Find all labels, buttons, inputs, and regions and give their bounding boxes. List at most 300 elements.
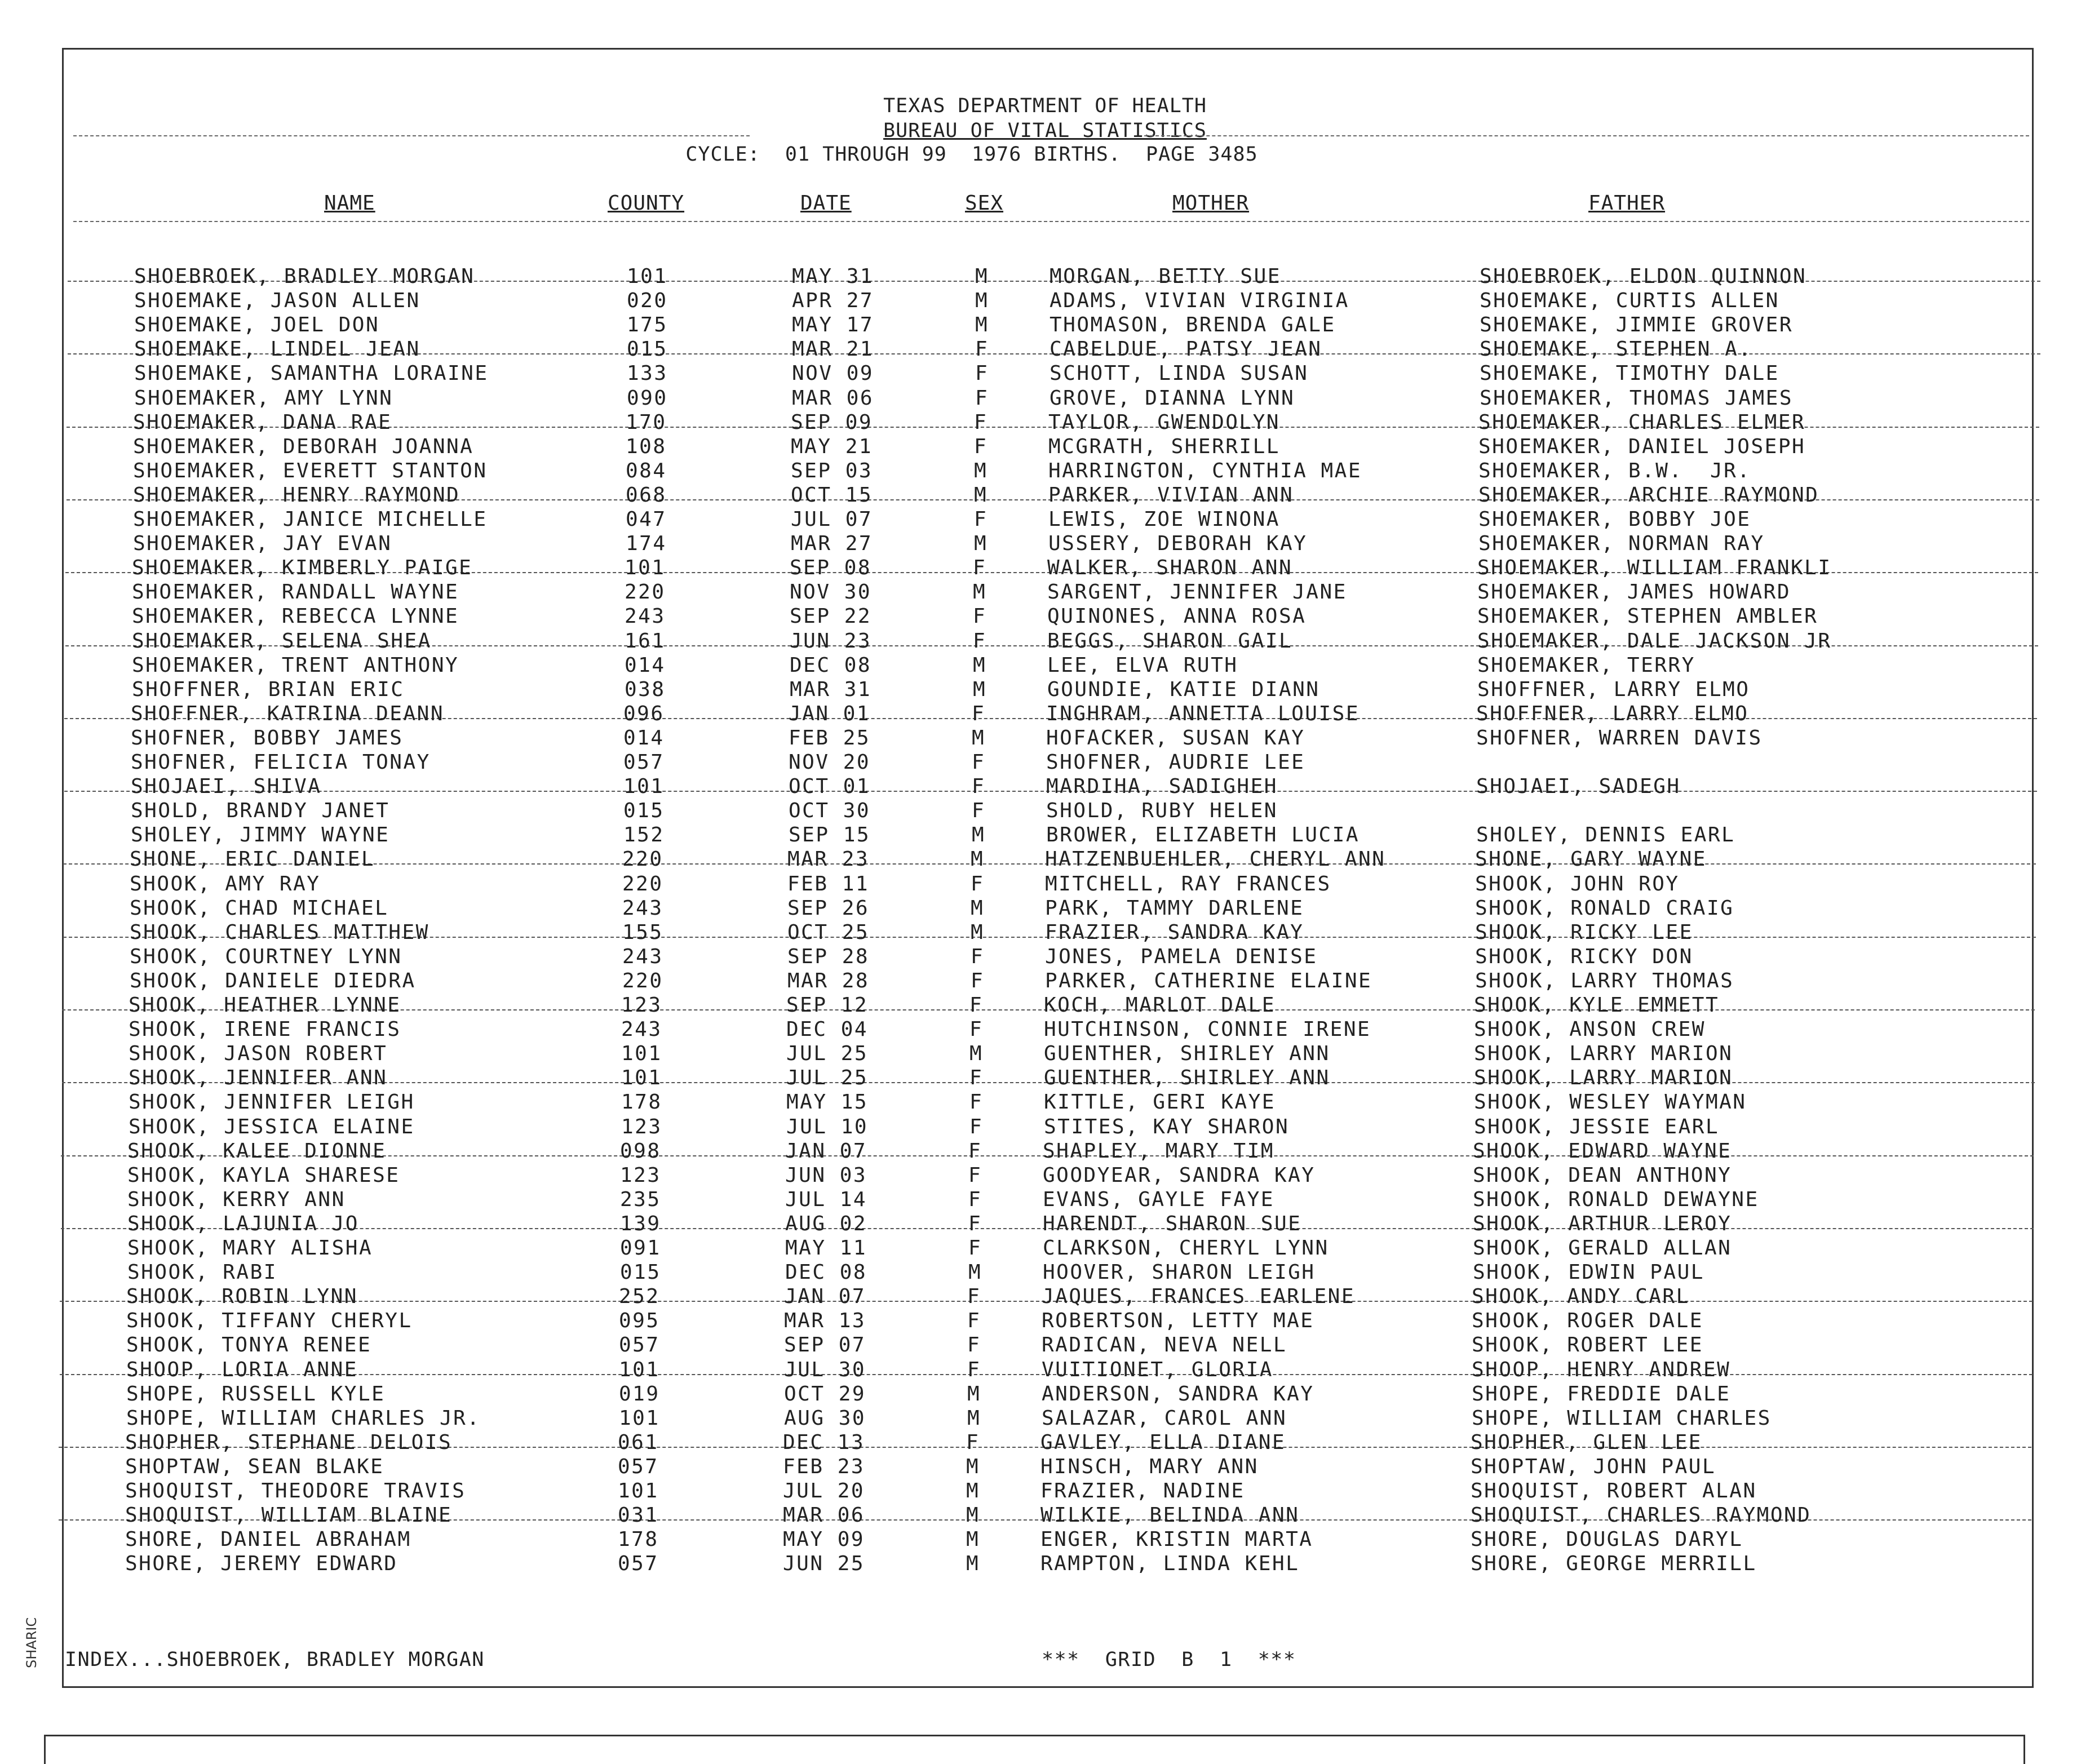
cell-sex: F	[972, 702, 986, 725]
cell-father: SHOOK, JESSIE EARL	[1474, 1115, 1720, 1138]
cell-name: SHOOK, TIFFANY CHERYL	[126, 1309, 413, 1333]
table-row	[0, 1382, 2082, 1407]
cell-date: OCT 29	[784, 1382, 866, 1406]
cell-father: SHOOK, RICKY LEE	[1475, 920, 1693, 944]
cell-date: MAR 31	[790, 677, 872, 701]
cell-father: SHOOK, LARRY MARION	[1474, 1042, 1733, 1066]
cell-date: JUL 07	[791, 508, 873, 531]
cell-date: FEB 23	[783, 1455, 865, 1478]
table-row	[0, 823, 2087, 848]
cell-date: SEP 26	[787, 896, 870, 920]
col-county: COUNTY	[608, 192, 685, 215]
cell-date: DEC 08	[790, 653, 872, 677]
cell-county: 057	[619, 1333, 660, 1357]
cell-sex: F	[966, 1430, 980, 1454]
cell-sex: F	[974, 508, 988, 531]
cell-date: SEP 22	[790, 605, 872, 628]
table-row	[0, 1066, 2084, 1091]
cell-mother: JONES, PAMELA DENISE	[1045, 945, 1318, 968]
table-row	[0, 459, 2089, 484]
cell-father: SHOPHER, GLEN LEE	[1471, 1430, 1702, 1454]
cell-mother: EVANS, GAYLE FAYE	[1043, 1187, 1274, 1211]
table-row	[0, 799, 2087, 823]
cell-sex: F	[969, 1066, 984, 1090]
cell-mother: GROVE, DIANNA LYNN	[1050, 386, 1295, 410]
cell-name: SHOEMAKE, SAMANTHA LORAINE	[134, 362, 489, 385]
cell-county: 101	[627, 265, 668, 288]
cell-name: SHOEMAKE, LINDEL JEAN	[134, 338, 420, 361]
cell-date: DEC 13	[783, 1430, 865, 1454]
cell-sex: M	[972, 726, 986, 750]
cell-name: SHOEMAKER, JANICE MICHELLE	[133, 508, 488, 531]
cell-county: 101	[619, 1406, 660, 1430]
cell-mother: RADICAN, NEVA NELL	[1042, 1333, 1287, 1357]
cell-date: MAR 06	[792, 386, 874, 410]
cell-sex: M	[967, 1382, 981, 1406]
cell-date: JUN 03	[785, 1163, 867, 1187]
cell-sex: M	[971, 920, 985, 944]
cell-name: SHOPE, RUSSELL KYLE	[126, 1382, 386, 1406]
cell-sex: F	[975, 362, 989, 385]
cell-county: 161	[625, 629, 666, 653]
cell-mother: SHOLD, RUBY HELEN	[1046, 799, 1278, 823]
cell-father: SHOOK, ANDY CARL	[1472, 1285, 1690, 1309]
cell-sex: M	[968, 1261, 982, 1284]
cell-county: 014	[623, 726, 665, 750]
cell-sex: M	[974, 532, 988, 556]
table-row	[0, 1285, 2082, 1309]
cell-county: 015	[623, 799, 665, 823]
cell-sex: F	[969, 994, 984, 1017]
table-row	[0, 1140, 2083, 1164]
cell-sex: F	[967, 1358, 981, 1381]
table-row	[0, 1188, 2083, 1212]
cell-mother: MITCHELL, RAY FRANCES	[1045, 872, 1331, 896]
table-row	[0, 872, 2085, 897]
cell-father: SHOEMAKER, BOBBY JOE	[1478, 508, 1751, 531]
table-row	[0, 580, 2088, 605]
cell-father: SHOFFNER, LARRY ELMO	[1476, 702, 1749, 725]
cell-father: SHOEMAKER, ARCHIE RAYMOND	[1478, 483, 1819, 507]
cell-mother: PARKER, CATHERINE ELAINE	[1045, 969, 1372, 992]
cell-mother: MARDIHA, SADIGHEH	[1046, 775, 1278, 799]
cell-date: SEP 09	[791, 410, 873, 434]
table-row	[0, 678, 2088, 702]
cell-father: SHOQUIST, ROBERT ALAN	[1471, 1479, 1757, 1502]
cell-sex: M	[966, 1504, 980, 1527]
cell-date: MAR 28	[787, 969, 870, 992]
cell-date: MAR 23	[787, 848, 870, 871]
cell-mother: HATZENBUEHLER, CHERYL ANN	[1045, 848, 1386, 871]
cell-county: 174	[626, 532, 667, 556]
cell-mother: HUTCHINSON, CONNIE IRENE	[1044, 1018, 1371, 1041]
cell-date: FEB 25	[789, 726, 871, 750]
cell-county: 096	[623, 702, 665, 725]
cell-father: SHOOK, EDWARD WAYNE	[1473, 1139, 1732, 1163]
cell-mother: SHAPLEY, MARY TIM	[1043, 1139, 1274, 1163]
cell-name: SHOEMAKER, TRENT ANTHONY	[132, 653, 459, 677]
cell-father: SHOLEY, DENNIS EARL	[1476, 823, 1735, 847]
cell-mother: GOUNDIE, KATIE DIANN	[1047, 677, 1320, 701]
cell-sex: F	[975, 386, 989, 410]
cell-name: SHORE, JEREMY EDWARD	[125, 1552, 398, 1576]
cell-mother: PARKER, VIVIAN ANN	[1048, 483, 1294, 507]
cell-date: JUL 14	[785, 1187, 867, 1211]
cell-name: SHORE, DANIEL ABRAHAM	[125, 1528, 411, 1552]
cell-date: JAN 01	[789, 702, 871, 725]
cell-name: SHOOK, JESSICA ELAINE	[129, 1115, 415, 1138]
cell-county: 123	[621, 1115, 662, 1138]
cell-date: AUG 02	[785, 1212, 867, 1235]
cell-sex: F	[974, 410, 988, 434]
cell-date: NOV 20	[789, 751, 871, 774]
cell-date: SEP 07	[784, 1333, 866, 1357]
agency-title: TEXAS DEPARTMENT OF HEALTH	[883, 95, 1207, 117]
cell-county: 098	[620, 1139, 661, 1163]
cell-mother: ENGER, KRISTIN MARTA	[1040, 1528, 1313, 1552]
cell-date: JAN 07	[785, 1139, 867, 1163]
cell-date: OCT 01	[789, 775, 871, 799]
table-row	[0, 508, 2089, 532]
cell-father: SHOEMAKER, WILLIAM FRANKLI	[1477, 556, 1832, 580]
cell-county: 175	[627, 313, 668, 337]
cell-name: SHOEMAKER, EVERETT STANTON	[133, 459, 488, 482]
cell-mother: INGHRAM, ANNETTA LOUISE	[1046, 702, 1360, 725]
cell-sex: F	[969, 1091, 984, 1114]
table-row	[0, 1164, 2083, 1188]
cell-name: SHOEMAKER, DEBORAH JOANNA	[133, 435, 474, 458]
table-row	[0, 313, 2090, 338]
cell-county: 101	[621, 1066, 662, 1090]
cell-date: JUL 30	[784, 1358, 866, 1381]
cell-county: 019	[619, 1382, 660, 1406]
cell-name: SHOEMAKER, DANA RAE	[133, 410, 392, 434]
cell-father: SHOEMAKER, B.W. JR.	[1478, 459, 1751, 482]
cell-name: SHOEBROEK, BRADLEY MORGAN	[134, 265, 475, 288]
cell-sex: M	[969, 1042, 984, 1066]
cell-mother: FRAZIER, SANDRA KAY	[1045, 920, 1304, 944]
cell-father: SHOEMAKE, JIMMIE GROVER	[1480, 313, 1793, 337]
cell-sex: F	[969, 1018, 984, 1041]
cell-date: SEP 12	[786, 994, 869, 1017]
bureau-title: BUREAU OF VITAL STATISTICS	[883, 119, 1207, 142]
table-row	[0, 1358, 2082, 1382]
table-row	[0, 411, 2089, 435]
col-sex: SEX	[965, 192, 1004, 215]
cell-county: 220	[622, 872, 663, 896]
col-date: DATE	[800, 192, 852, 215]
cell-mother: LEE, ELVA RUTH	[1047, 653, 1238, 677]
table-row	[0, 1552, 2081, 1576]
cell-sex: F	[968, 1163, 982, 1187]
table-row	[0, 1261, 2083, 1285]
cell-mother: GUENTHER, SHIRLEY ANN	[1044, 1066, 1330, 1090]
cell-sex: F	[968, 1236, 982, 1260]
cell-name: SHOOK, DANIELE DIEDRA	[130, 969, 416, 992]
cell-name: SHOQUIST, THEODORE TRAVIS	[125, 1479, 466, 1502]
cell-sex: F	[971, 969, 985, 992]
table-row	[0, 1407, 2082, 1431]
cell-sex: M	[967, 1406, 981, 1430]
cell-mother: PARK, TAMMY DARLENE	[1045, 896, 1304, 920]
cell-county: 155	[622, 920, 663, 944]
cell-county: 015	[627, 338, 668, 361]
cell-county: 101	[623, 775, 665, 799]
cell-father: SHOOK, WESLEY WAYMAN	[1474, 1091, 1747, 1114]
cell-county: 243	[622, 896, 663, 920]
cell-date: MAR 21	[792, 338, 874, 361]
cell-date: OCT 25	[787, 920, 870, 944]
cell-date: JUL 25	[786, 1042, 869, 1066]
cell-name: SHOPE, WILLIAM CHARLES JR.	[126, 1406, 481, 1430]
cell-mother: MCGRATH, SHERRILL	[1048, 435, 1280, 458]
cell-mother: BEGGS, SHARON GAIL	[1047, 629, 1293, 653]
cell-sex: M	[973, 653, 987, 677]
cell-father: SHORE, DOUGLAS DARYL	[1471, 1528, 1743, 1552]
cell-county: 090	[627, 386, 668, 410]
table-row	[0, 265, 2090, 289]
cell-father: SHOOK, ROGER DALE	[1472, 1309, 1703, 1333]
grid-footer: *** GRID B 1 ***	[1042, 1648, 1296, 1671]
cell-sex: F	[971, 872, 985, 896]
cell-father: SHOEMAKER, CHARLES ELMER	[1478, 410, 1806, 434]
cell-name: SHOOK, AMY RAY	[130, 872, 321, 896]
cell-father: SHOQUIST, CHARLES RAYMOND	[1471, 1504, 1812, 1527]
cell-mother: KOCH, MARLOT DALE	[1044, 994, 1276, 1017]
cell-county: 101	[619, 1358, 660, 1381]
cell-mother: USSERY, DEBORAH KAY	[1048, 532, 1308, 556]
cell-mother: HOOVER, SHARON LEIGH	[1043, 1261, 1316, 1284]
cell-mother: STITES, KAY SHARON	[1044, 1115, 1290, 1138]
index-footer: INDEX...SHOEBROEK, BRADLEY MORGAN	[65, 1648, 485, 1671]
cell-sex: F	[968, 1212, 982, 1235]
cell-sex: M	[974, 483, 988, 507]
cell-county: 057	[618, 1552, 659, 1576]
cell-mother: JAQUES, FRANCES EARLENE	[1042, 1285, 1355, 1309]
cell-father: SHOEMAKER, STEPHEN AMBLER	[1477, 605, 1818, 628]
table-row	[0, 362, 2090, 386]
table-row	[0, 897, 2085, 921]
col-father: FATHER	[1588, 192, 1666, 215]
cell-name: SHOOK, CHARLES MATTHEW	[130, 920, 429, 944]
cell-sex: F	[972, 775, 986, 799]
table-row	[0, 994, 2084, 1018]
cell-date: JUN 25	[783, 1552, 865, 1576]
cell-name: SHOOK, LAJUNIA JO	[127, 1212, 359, 1235]
table-row	[0, 1042, 2084, 1066]
cell-date: OCT 15	[791, 483, 873, 507]
table-row	[0, 1528, 2081, 1552]
cell-date: SEP 08	[790, 556, 872, 580]
cell-sex: M	[974, 459, 988, 482]
cell-sex: M	[971, 896, 985, 920]
cell-mother: VUITIONET, GLORIA	[1042, 1358, 1273, 1381]
cell-date: MAY 17	[792, 313, 874, 337]
cell-mother: GUENTHER, SHIRLEY ANN	[1044, 1042, 1330, 1066]
table-row	[0, 1479, 2081, 1504]
cell-mother: ANDERSON, SANDRA KAY	[1042, 1382, 1314, 1406]
cell-county: 101	[625, 556, 666, 580]
cell-mother: CLARKSON, CHERYL LYNN	[1043, 1236, 1329, 1260]
cell-mother: HINSCH, MARY ANN	[1040, 1455, 1259, 1478]
cell-father: SHOJAEI, SADEGH	[1476, 775, 1681, 799]
cell-county: 101	[618, 1479, 659, 1502]
cell-date: DEC 04	[786, 1018, 869, 1041]
cell-sex: F	[967, 1333, 981, 1357]
cell-county: 220	[622, 848, 663, 871]
table-row	[0, 532, 2089, 556]
cell-county: 068	[626, 483, 667, 507]
table-row	[0, 1455, 2081, 1479]
cell-county: 243	[622, 945, 663, 968]
cell-mother: FRAZIER, NADINE	[1040, 1479, 1245, 1502]
cell-sex: M	[966, 1528, 980, 1552]
cell-sex: M	[973, 580, 987, 604]
cell-date: MAY 31	[792, 265, 874, 288]
cell-sex: F	[973, 556, 987, 580]
cell-name: SHONE, ERIC DANIEL	[130, 848, 375, 871]
cell-date: APR 27	[792, 289, 874, 313]
cell-father: SHOEMAKE, CURTIS ALLEN	[1480, 289, 1779, 313]
cell-county: 123	[620, 1163, 661, 1187]
cell-county: 084	[626, 459, 667, 482]
cell-mother: TAYLOR, GWENDOLYN	[1048, 410, 1280, 434]
cell-mother: SCHOTT, LINDA SUSAN	[1050, 362, 1309, 385]
cell-name: SHOOK, TONYA RENEE	[126, 1333, 372, 1357]
cell-father: SHOPTAW, JOHN PAUL	[1471, 1455, 1716, 1478]
table-row	[0, 435, 2089, 459]
cell-name: SHOPTAW, SEAN BLAKE	[125, 1455, 384, 1478]
cell-county: 038	[625, 677, 666, 701]
cell-sex: M	[975, 265, 989, 288]
cell-county: 020	[627, 289, 668, 313]
cell-county: 091	[620, 1236, 661, 1260]
cell-name: SHOOK, HEATHER LYNNE	[129, 994, 401, 1017]
table-row	[0, 969, 2085, 994]
cell-father: SHONE, GARY WAYNE	[1475, 848, 1707, 871]
cell-name: SHOEMAKE, JOEL DON	[134, 313, 380, 337]
cell-sex: M	[973, 677, 987, 701]
table-row	[0, 1504, 2081, 1528]
table-row	[0, 338, 2090, 362]
cell-name: SHOEMAKER, KIMBERLY PAIGE	[132, 556, 473, 580]
cell-name: SHOOK, IRENE FRANCIS	[129, 1018, 401, 1041]
cell-father: SHOOK, KYLE EMMETT	[1474, 994, 1720, 1017]
cell-father: SHOOK, JOHN ROY	[1475, 872, 1680, 896]
cell-date: JUL 25	[786, 1066, 869, 1090]
cell-father: SHOOK, EDWIN PAUL	[1473, 1261, 1704, 1284]
cell-father: SHOOK, GERALD ALLAN	[1473, 1236, 1732, 1260]
cell-name: SHOEMAKER, REBECCA LYNNE	[132, 605, 459, 628]
cell-county: 031	[618, 1504, 659, 1527]
table-row	[0, 1018, 2084, 1042]
cell-county: 220	[625, 580, 666, 604]
cell-father: SHOOK, DEAN ANTHONY	[1473, 1163, 1732, 1187]
cell-date: MAY 15	[786, 1091, 869, 1114]
cell-mother: SARGENT, JENNIFER JANE	[1047, 580, 1347, 604]
table-row	[0, 1212, 2083, 1236]
table-row	[0, 751, 2087, 775]
cell-county: 243	[621, 1018, 662, 1041]
table-row	[0, 387, 2090, 411]
cell-county: 252	[619, 1285, 660, 1309]
cell-county: 057	[618, 1455, 659, 1478]
cell-father: SHOEMAKER, JAMES HOWARD	[1477, 580, 1791, 604]
cell-mother: GAVLEY, ELLA DIANE	[1040, 1430, 1286, 1454]
cell-mother: ROBERTSON, LETTY MAE	[1042, 1309, 1314, 1333]
table-row	[0, 654, 2088, 678]
cell-mother: HARRINGTON, CYNTHIA MAE	[1048, 459, 1362, 482]
cell-date: AUG 30	[784, 1406, 866, 1430]
cell-county: 170	[626, 410, 667, 434]
cell-name: SHOOK, ROBIN LYNN	[126, 1285, 358, 1309]
cell-mother: BROWER, ELIZABETH LUCIA	[1046, 823, 1360, 847]
cell-name: SHOOK, JENNIFER LEIGH	[129, 1091, 415, 1114]
cell-date: OCT 30	[789, 799, 871, 823]
cell-father: SHOPE, WILLIAM CHARLES	[1472, 1406, 1772, 1430]
cell-county: 057	[623, 751, 665, 774]
cell-name: SHOOK, COURTNEY LYNN	[130, 945, 402, 968]
cell-father: SHOOK, ARTHUR LEROY	[1473, 1212, 1732, 1235]
cell-father: SHORE, GEORGE MERRILL	[1471, 1552, 1757, 1576]
cell-name: SHOOK, CHAD MICHAEL	[130, 896, 389, 920]
cell-mother: WILKIE, BELINDA ANN	[1040, 1504, 1300, 1527]
cell-county: 015	[620, 1261, 661, 1284]
cell-county: 133	[627, 362, 668, 385]
cell-county: 178	[621, 1091, 662, 1114]
cell-father: SHOOP, HENRY ANDREW	[1472, 1358, 1731, 1381]
cell-mother: ADAMS, VIVIAN VIRGINIA	[1050, 289, 1349, 313]
cell-name: SHOJAEI, SHIVA	[131, 775, 322, 799]
cell-name: SHOOK, JENNIFER ANN	[129, 1066, 388, 1090]
cell-sex: F	[971, 945, 985, 968]
cell-name: SHOEMAKER, SELENA SHEA	[132, 629, 432, 653]
cell-county: 243	[625, 605, 666, 628]
table-row	[0, 1333, 2082, 1358]
table-row	[0, 556, 2088, 580]
cell-name: SHOLEY, JIMMY WAYNE	[131, 823, 390, 847]
cell-sex: F	[972, 799, 986, 823]
cell-sex: M	[966, 1552, 980, 1576]
cell-county: 220	[622, 969, 663, 992]
cell-county: 152	[623, 823, 665, 847]
table-row	[0, 1091, 2084, 1115]
cell-father: SHOOK, RONALD DEWAYNE	[1473, 1187, 1759, 1211]
cell-father: SHOEMAKER, DANIEL JOSEPH	[1478, 435, 1806, 458]
cell-name: SHOLD, BRANDY JANET	[131, 799, 390, 823]
cell-father: SHOOK, RONALD CRAIG	[1475, 896, 1734, 920]
table-row	[0, 848, 2085, 872]
cell-father: SHOEBROEK, ELDON QUINNON	[1480, 265, 1807, 288]
cell-mother: HARENDT, SHARON SUE	[1043, 1212, 1302, 1235]
cell-date: NOV 30	[790, 580, 872, 604]
cell-sex: M	[972, 823, 986, 847]
table-row	[0, 921, 2085, 945]
table-row	[0, 945, 2085, 969]
cell-county: 139	[620, 1212, 661, 1235]
table-row	[0, 1115, 2084, 1140]
table-row	[0, 702, 2087, 726]
cell-name: SHOFFNER, BRIAN ERIC	[132, 677, 405, 701]
cell-county: 095	[619, 1309, 660, 1333]
cell-name: SHOPHER, STEPHANE DELOIS	[125, 1430, 453, 1454]
cell-sex: M	[975, 289, 989, 313]
cell-sex: F	[973, 629, 987, 653]
cell-father: SHOOK, LARRY THOMAS	[1475, 969, 1734, 992]
cell-name: SHOEMAKER, AMY LYNN	[134, 386, 393, 410]
cell-father: SHOOK, RICKY DON	[1475, 945, 1693, 968]
cell-sex: F	[972, 751, 986, 774]
